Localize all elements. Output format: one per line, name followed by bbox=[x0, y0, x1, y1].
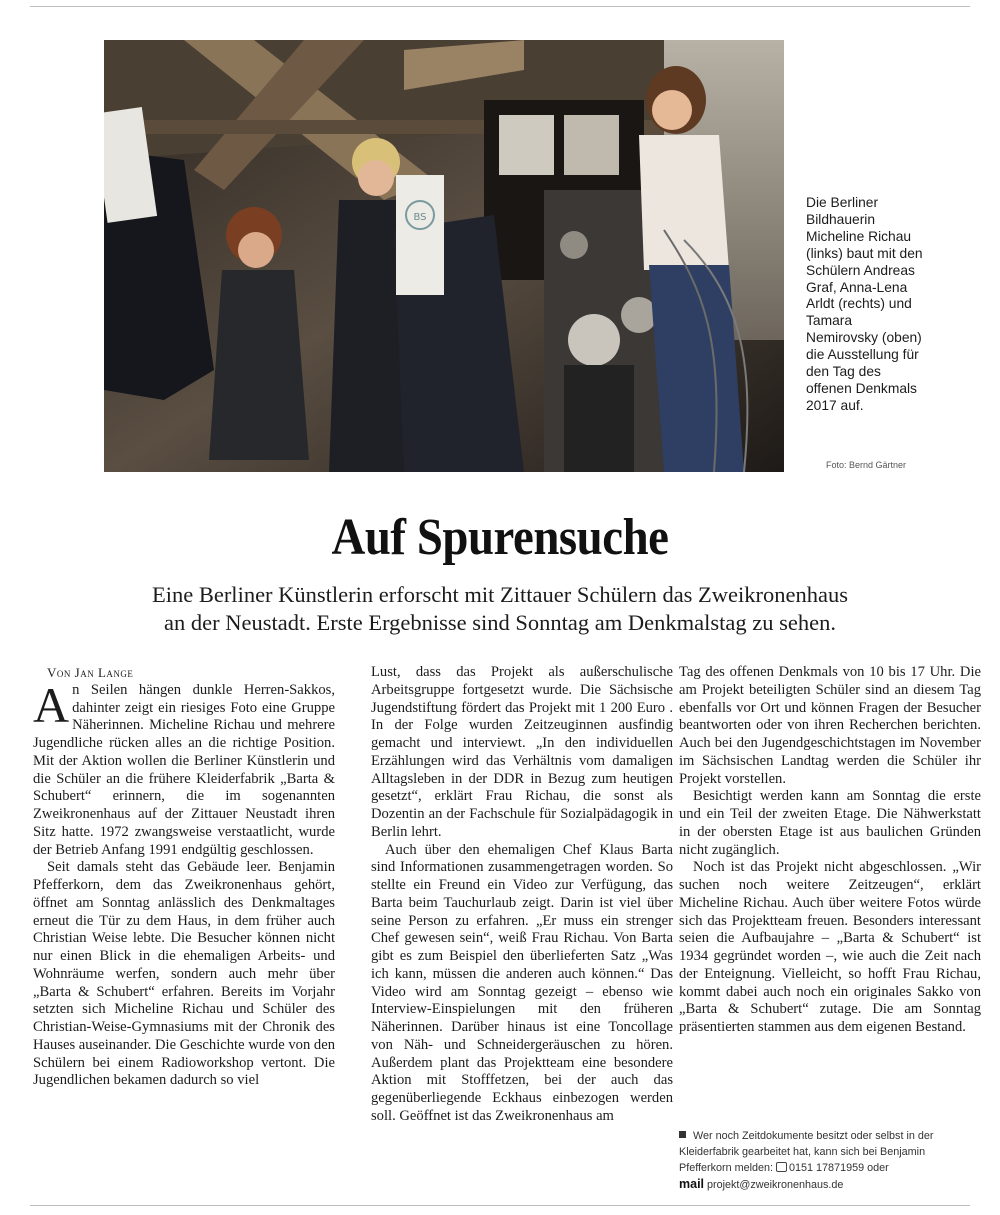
headline: Auf Spurensuche bbox=[331, 509, 669, 566]
photo-credit: Foto: Bernd Gärtner bbox=[826, 460, 907, 470]
tag-text: BS bbox=[413, 212, 427, 223]
photo-illustration bbox=[104, 40, 784, 472]
drop-cap: A bbox=[33, 676, 70, 733]
subhead-line-1: Eine Berliner Künstlerin erforscht mit Zittauer Schülern das Zweikronenhaus bbox=[151, 582, 849, 607]
bottom-rule bbox=[30, 1205, 970, 1206]
top-rule bbox=[30, 6, 970, 7]
paragraph: Lust, dass das Projekt als außerschulische Arbeitsgruppe fortgesetzt wurde. Die Sächsische Jugendstiftung fördert das Projekt mit 1 200 Euro . In der Folge wurden Zeitzeuginnen ausfindig gemacht und interviewt. „In den individuellen Erzählungen wird das Verhältnis vom damaligen Alltagsleben in der DDR in Bezug zum heutigen gesetzt“, erklärt Frau Richau, die sonst als Dozentin an der Fachschule für Sozialpädagogik in Berlin lehrt. bbox=[371, 664, 673, 840]
byline-author: Jan Lange bbox=[74, 665, 134, 680]
byline-prefix: Von bbox=[47, 665, 71, 680]
article-photo bbox=[104, 40, 784, 472]
info-box bbox=[679, 1128, 979, 1193]
mail-label: mail bbox=[679, 1177, 705, 1191]
mail-address-link[interactable]: projekt@zweikronenhaus.de bbox=[707, 1179, 844, 1191]
byline bbox=[33, 664, 335, 682]
info-phone: 0151 17871959 oder bbox=[789, 1162, 889, 1174]
paragraph: Besichtigt werden kann am Sonntag die erste und ein Teil der zweiten Etage. Die Nähwerkstatt in der obersten Etage ist aus baulichen Gründen nicht zugänglich. bbox=[679, 788, 981, 858]
paragraph: An Seilen hängen dunkle Herren-Sakkos, dahinter zeigt ein riesiges Foto eine Gruppe Näherinnen. Micheline Richau und mehrere Jugendliche rücken alles an die richtige Position. Mit der Aktion wollen die Berliner Künstlerin und die Schüler an die frühere Kleiderfabrik „Barta & Schubert“ erinnern, die im sogenannten Zweikronenhaus auf der Zittauer Neustadt ihren Sitz hatte. 1972 zwangsweise verstaatlicht, wurde der Betrieb Anfang 1991 endgültig geschlossen. bbox=[33, 676, 335, 858]
subheadline bbox=[60, 581, 940, 637]
bullet-square-icon bbox=[679, 1131, 686, 1138]
paragraph: Auch über den ehemaligen Chef Klaus Barta sind Informationen zusammengetragen worden. So stellte ein Freund ein Video zur Verfügung, das Barta beim Tauchurlaub zeigt. Darin ist viel über seine Person zu erfahren. „Er muss ein strenger Chef gewesen sein“, weiß Frau Richau. Von Barta gibt es zum Beispiel den überlieferten Satz „Was ich kann, müssen die anderen auch können.“ Das Video wird am Sonntag gezeigt – ebenso wie Interview-Einspielungen mit den früheren Näherinnen. Darüber hinaus ist eine Toncollage von Näh- und Schneidergeräuschen zu hören. Außerdem plant das Projektteam eine besondere Aktion mit Stofffetzen, bei der auch das gegenüberliegende Eckhaus einbezogen werden soll. Geöffnet ist das Zweikronenhaus am bbox=[371, 841, 673, 1124]
article-column-2 bbox=[371, 664, 673, 1126]
phone-icon bbox=[776, 1162, 787, 1172]
paragraph: Noch ist das Projekt nicht abgeschlossen. „Wir suchen noch weitere Zeitzeugen“, erklärt Micheline Richau. Auch über weitere Fotos würde sich das Projektteam freuen. Besonders interessant seien die Aufbaujahre – „Barta & Schubert“ ist 1934 gegründet worden –, wie auch die Zeit nach der Enteignung. Vielleicht, so hofft Frau Richau, kommt dabei auch noch ein originales Sakko von „Barta & Schubert“ zutage. Die am Sonntag präsentierten stammen aus dem eigenen Bestand. bbox=[679, 859, 981, 1035]
paragraph: Seit damals steht das Gebäude leer. Benjamin Pfefferkorn, dem das Zweikronenhaus gehört, öffnet am Sonntag anlässlich des Denkmaltages erneut die Tür zu dem Haus, in dem früher auch Christian Weise lebte. Die Besucher können nicht nur einen Blick in die ehemaligen Arbeits- und Wohnräume werfen, sondern auch mehr über „Barta & Schubert“ erfahren. Bereits im Vorjahr setzten sich Micheline Richau und Schüler des Christian-Weise-Gymnasiums mit der Chronik des Hauses auseinander. Die Geschichte wurde von den Schülern bei einem Radioworkshop vertont. Die Jugendlichen bekamen dadurch so viel bbox=[33, 859, 335, 1089]
paragraph: Tag des offenen Denkmals von 10 bis 17 Uhr. Die am Projekt beteiligten Schüler sind an diesem Tag ebenfalls vor Ort und können Fragen der Besucher beantworten oder von ihren Recherchen berichten. Auch bei den Jugendgeschichtstagen im November im Sächsischen Landtag werden die Schüler ihr Projekt vorstellen. bbox=[679, 664, 981, 787]
article-column-1 bbox=[33, 664, 335, 1090]
article-column-3 bbox=[679, 664, 981, 1037]
subhead-line-2: an der Neustadt. Erste Ergebnisse sind Sonntag am Denkmalstag zu sehen. bbox=[164, 610, 836, 635]
info-text: Wer noch Zeitdokumente besitzt oder selbst in der Kleiderfabrik gearbeitet hat, kann sich bei Benjamin Pfefferkorn melden: bbox=[679, 1130, 934, 1174]
photo-caption: Die Berliner Bildhauerin Micheline Richau (links) baut mit den Schülern Andreas Graf, Anna-Lena Arldt (rechts) und Tamara Nemirovsky (oben) die Ausstellung für den Tag des offenen Denkmals 2017 auf. bbox=[806, 195, 923, 413]
